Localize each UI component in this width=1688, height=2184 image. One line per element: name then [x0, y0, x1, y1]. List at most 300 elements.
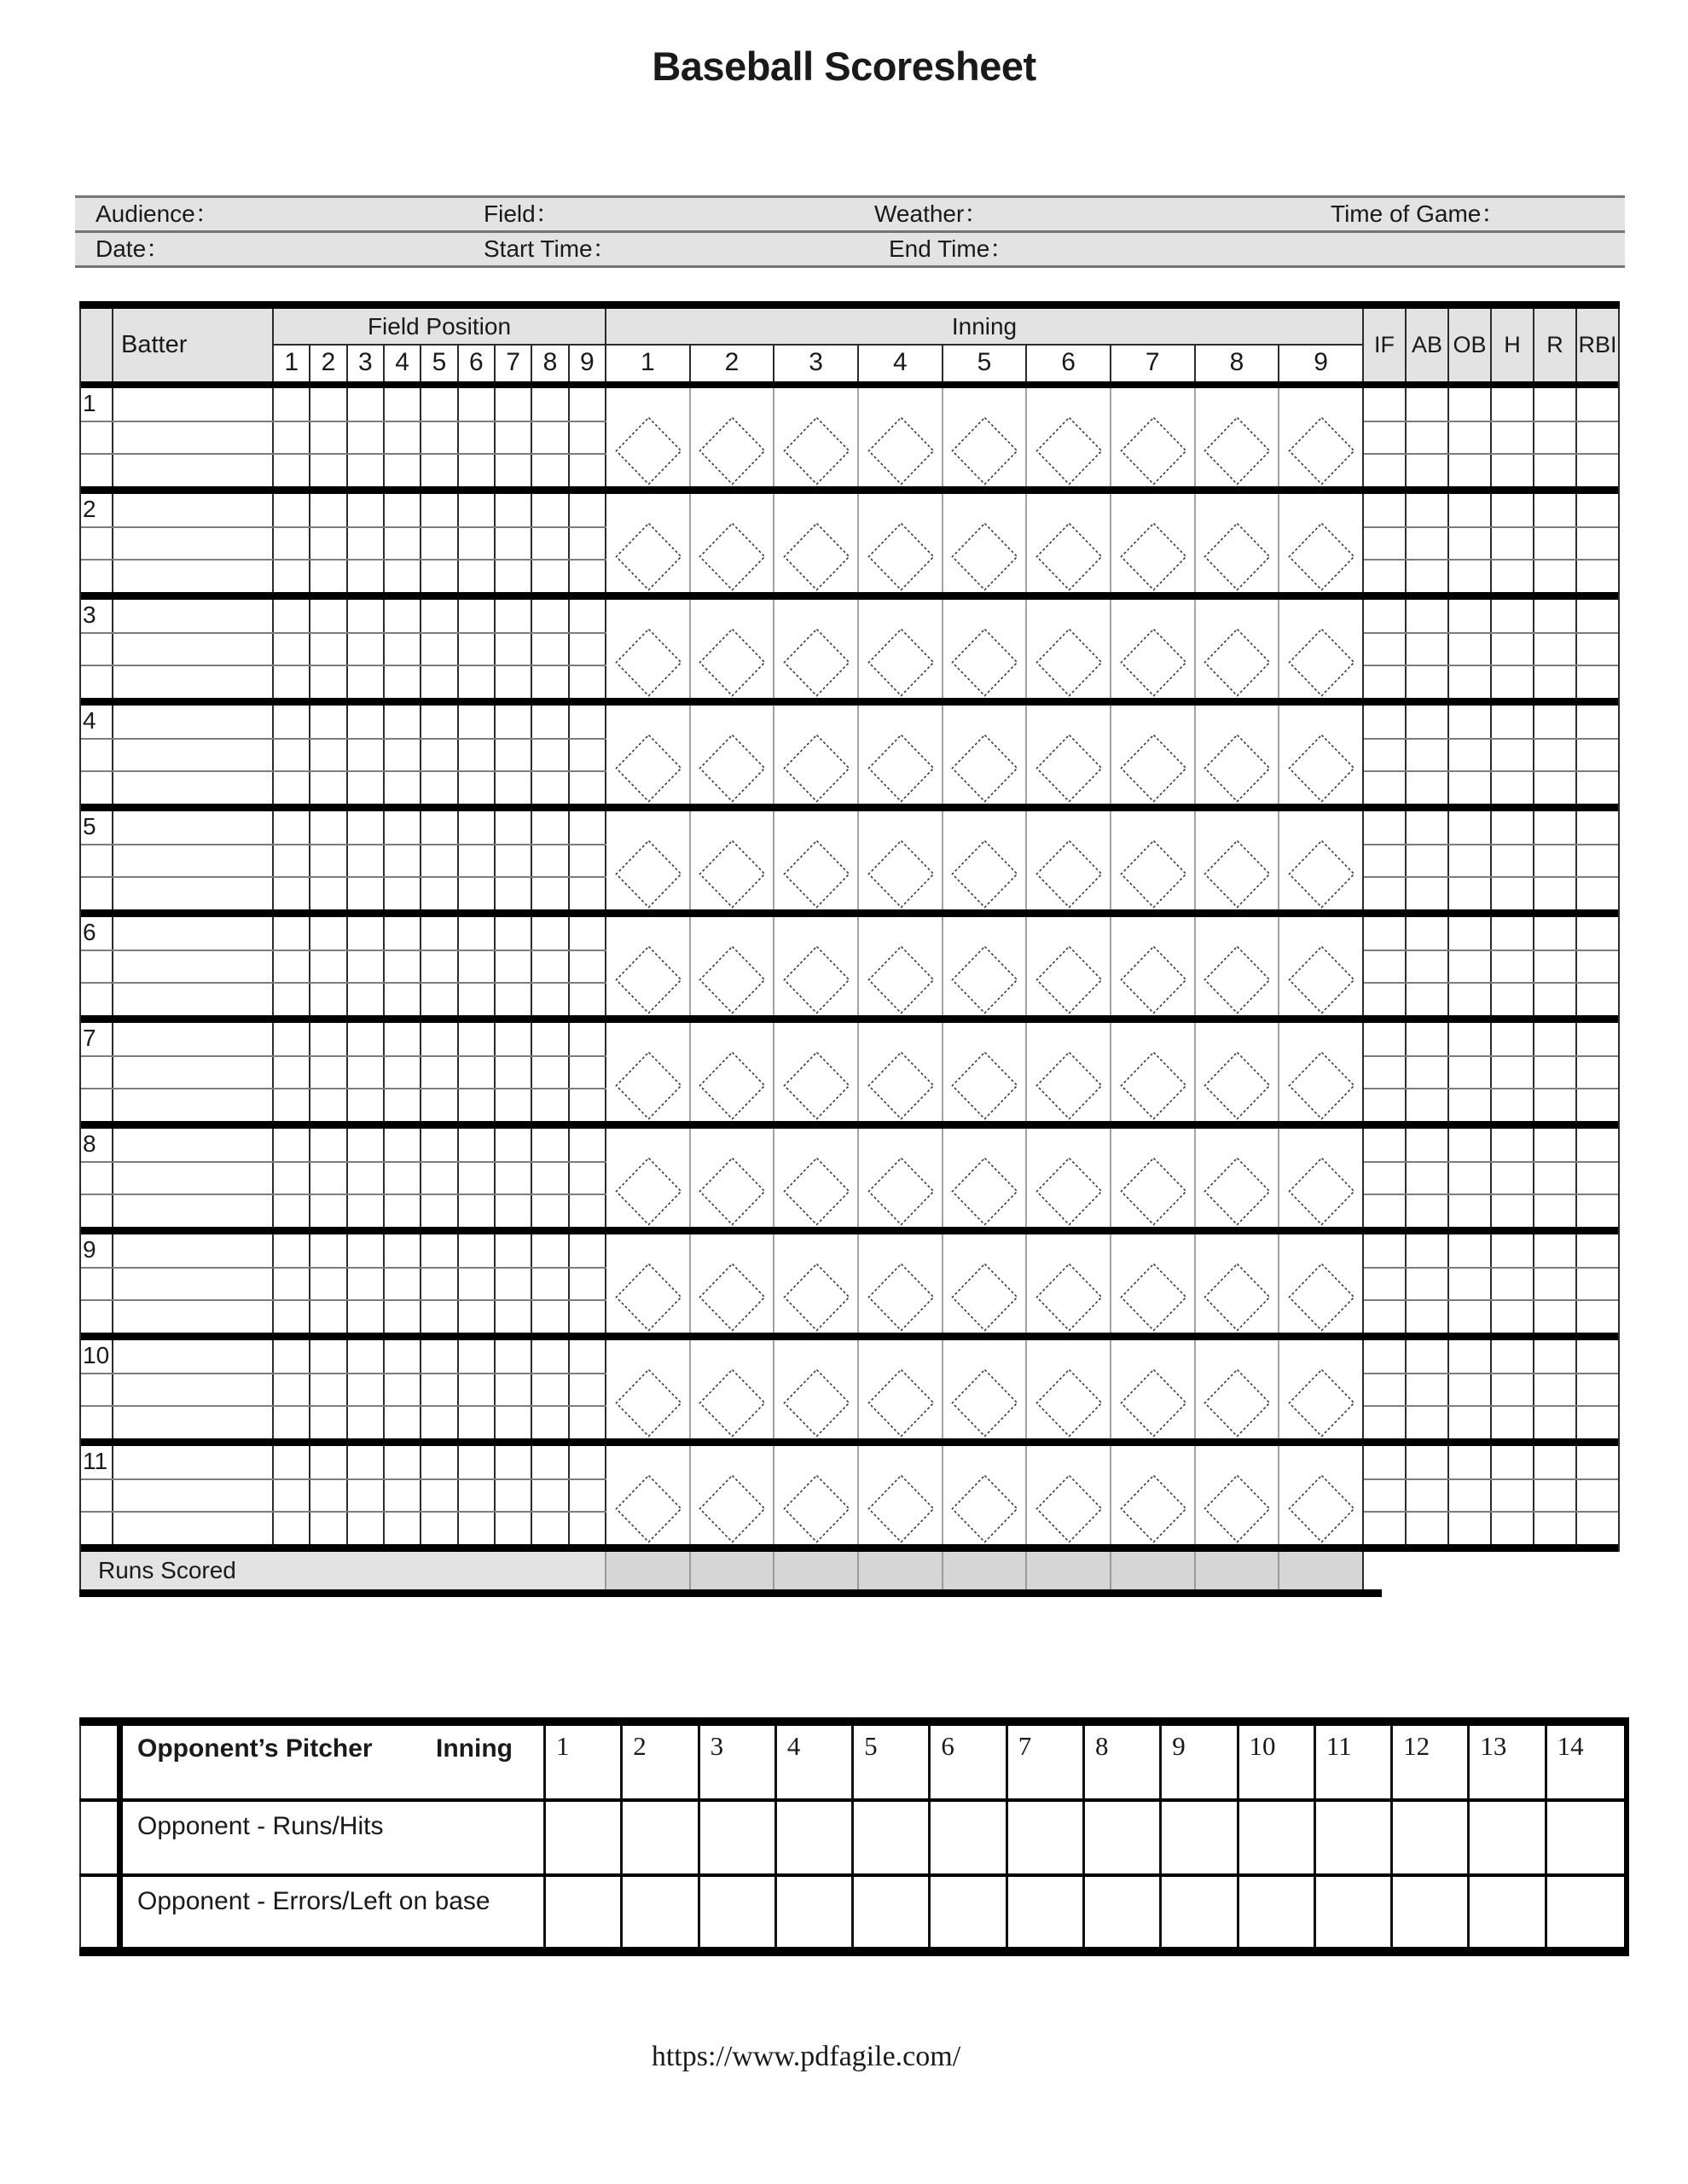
inning-scoring-cell[interactable]: [774, 1340, 859, 1438]
inning-scoring-cell[interactable]: [691, 1129, 775, 1227]
opponent-inning-cell[interactable]: [1393, 1802, 1470, 1873]
inning-scoring-cell[interactable]: [1111, 1129, 1196, 1227]
stat-cell-rbi[interactable]: [1577, 1023, 1620, 1121]
opponent-inning-cell[interactable]: [1547, 1802, 1624, 1873]
field-position-cell[interactable]: [570, 1129, 606, 1227]
stat-cell-ob[interactable]: [1449, 1446, 1492, 1544]
stat-cell-ab[interactable]: [1407, 388, 1449, 486]
field-position-cell[interactable]: [496, 1446, 532, 1544]
inning-scoring-cell[interactable]: [691, 388, 775, 486]
inning-scoring-cell[interactable]: [1279, 917, 1364, 1015]
inning-scoring-cell[interactable]: [859, 600, 943, 698]
opponent-inning-cell[interactable]: [1316, 1802, 1393, 1873]
batter-name-cell[interactable]: [113, 1340, 274, 1438]
stat-cell-rbi[interactable]: [1577, 494, 1620, 592]
field-position-cell[interactable]: [385, 388, 421, 486]
stat-cell-h[interactable]: [1492, 917, 1534, 1015]
inning-scoring-cell[interactable]: [606, 706, 691, 804]
stat-cell-ab[interactable]: [1407, 1023, 1449, 1121]
field-position-cell[interactable]: [532, 1023, 569, 1121]
inning-scoring-cell[interactable]: [1196, 388, 1280, 486]
field-position-cell[interactable]: [385, 1340, 421, 1438]
inning-scoring-cell[interactable]: [1111, 1234, 1196, 1333]
inning-scoring-cell[interactable]: [859, 917, 943, 1015]
field-position-cell[interactable]: [421, 1129, 458, 1227]
stat-cell-ob[interactable]: [1449, 388, 1492, 486]
stat-cell-if[interactable]: [1364, 1234, 1407, 1333]
field-position-cell[interactable]: [310, 600, 347, 698]
opponent-inning-cell[interactable]: [854, 1877, 931, 1947]
stat-cell-ob[interactable]: [1449, 917, 1492, 1015]
batter-name-cell[interactable]: [113, 1023, 274, 1121]
opponent-inning-cell[interactable]: [777, 1802, 854, 1873]
field-position-cell[interactable]: [570, 1340, 606, 1438]
field-position-cell[interactable]: [496, 1023, 532, 1121]
inning-scoring-cell[interactable]: [774, 1023, 859, 1121]
field-position-cell[interactable]: [348, 1446, 385, 1544]
stat-cell-rbi[interactable]: [1577, 1129, 1620, 1227]
field-position-cell[interactable]: [459, 388, 496, 486]
inning-scoring-cell[interactable]: [943, 494, 1028, 592]
stat-cell-rbi[interactable]: [1577, 811, 1620, 909]
field-position-cell[interactable]: [385, 1023, 421, 1121]
inning-scoring-cell[interactable]: [691, 1446, 775, 1544]
runs-scored-cell[interactable]: [1111, 1552, 1196, 1589]
stat-cell-h[interactable]: [1492, 1340, 1534, 1438]
inning-scoring-cell[interactable]: [859, 388, 943, 486]
inning-scoring-cell[interactable]: [1196, 706, 1280, 804]
field-position-cell[interactable]: [459, 494, 496, 592]
field-position-cell[interactable]: [570, 706, 606, 804]
stat-cell-ob[interactable]: [1449, 1023, 1492, 1121]
inning-scoring-cell[interactable]: [1196, 1129, 1280, 1227]
opponent-inning-cell[interactable]: [1393, 1877, 1470, 1947]
inning-scoring-cell[interactable]: [1027, 811, 1111, 909]
inning-scoring-cell[interactable]: [606, 1340, 691, 1438]
field-position-cell[interactable]: [496, 917, 532, 1015]
stat-cell-ob[interactable]: [1449, 811, 1492, 909]
inning-scoring-cell[interactable]: [1111, 388, 1196, 486]
inning-scoring-cell[interactable]: [774, 1446, 859, 1544]
stat-cell-r[interactable]: [1534, 706, 1577, 804]
stat-cell-r[interactable]: [1534, 600, 1577, 698]
field-position-cell[interactable]: [532, 1129, 569, 1227]
field-position-cell[interactable]: [421, 494, 458, 592]
field-position-cell[interactable]: [421, 1023, 458, 1121]
inning-scoring-cell[interactable]: [859, 706, 943, 804]
inning-scoring-cell[interactable]: [1279, 1023, 1364, 1121]
inning-scoring-cell[interactable]: [1027, 1023, 1111, 1121]
field-position-cell[interactable]: [459, 917, 496, 1015]
field-position-cell[interactable]: [310, 1446, 347, 1544]
field-position-cell[interactable]: [421, 811, 458, 909]
stat-cell-r[interactable]: [1534, 811, 1577, 909]
field-position-cell[interactable]: [421, 706, 458, 804]
inning-scoring-cell[interactable]: [606, 1023, 691, 1121]
inning-scoring-cell[interactable]: [691, 706, 775, 804]
inning-scoring-cell[interactable]: [606, 1234, 691, 1333]
stat-cell-h[interactable]: [1492, 600, 1534, 698]
stat-cell-h[interactable]: [1492, 1129, 1534, 1227]
inning-scoring-cell[interactable]: [774, 811, 859, 909]
opponent-inning-cell[interactable]: [854, 1802, 931, 1873]
batter-name-cell[interactable]: [113, 494, 274, 592]
inning-scoring-cell[interactable]: [1196, 600, 1280, 698]
field-position-cell[interactable]: [348, 1340, 385, 1438]
inning-scoring-cell[interactable]: [859, 811, 943, 909]
field-position-cell[interactable]: [310, 388, 347, 486]
inning-scoring-cell[interactable]: [691, 494, 775, 592]
inning-scoring-cell[interactable]: [1279, 388, 1364, 486]
inning-scoring-cell[interactable]: [1027, 1234, 1111, 1333]
stat-cell-if[interactable]: [1364, 600, 1407, 698]
field-position-cell[interactable]: [274, 1234, 310, 1333]
stat-cell-ob[interactable]: [1449, 1234, 1492, 1333]
inning-scoring-cell[interactable]: [943, 1446, 1028, 1544]
opponent-inning-cell[interactable]: [1085, 1877, 1162, 1947]
inning-scoring-cell[interactable]: [1279, 1234, 1364, 1333]
field-position-cell[interactable]: [421, 917, 458, 1015]
field-position-cell[interactable]: [385, 706, 421, 804]
inning-scoring-cell[interactable]: [859, 1446, 943, 1544]
inning-scoring-cell[interactable]: [1111, 494, 1196, 592]
stat-cell-h[interactable]: [1492, 388, 1534, 486]
opponent-inning-cell[interactable]: [1008, 1802, 1085, 1873]
opponent-inning-cell[interactable]: [546, 1802, 623, 1873]
field-position-cell[interactable]: [274, 1023, 310, 1121]
field-position-cell[interactable]: [348, 811, 385, 909]
inning-scoring-cell[interactable]: [606, 1446, 691, 1544]
inning-scoring-cell[interactable]: [943, 1023, 1028, 1121]
inning-scoring-cell[interactable]: [1111, 600, 1196, 698]
opponent-inning-cell[interactable]: [700, 1877, 777, 1947]
field-position-cell[interactable]: [570, 494, 606, 592]
runs-scored-cell[interactable]: [943, 1552, 1028, 1589]
opponent-inning-cell[interactable]: [1162, 1877, 1238, 1947]
stat-cell-rbi[interactable]: [1577, 706, 1620, 804]
inning-scoring-cell[interactable]: [859, 1234, 943, 1333]
field-position-cell[interactable]: [385, 811, 421, 909]
field-position-cell[interactable]: [348, 388, 385, 486]
field-position-cell[interactable]: [532, 706, 569, 804]
stat-cell-rbi[interactable]: [1577, 1446, 1620, 1544]
inning-scoring-cell[interactable]: [1279, 1340, 1364, 1438]
field-position-cell[interactable]: [532, 917, 569, 1015]
field-position-cell[interactable]: [532, 388, 569, 486]
inning-scoring-cell[interactable]: [1027, 1340, 1111, 1438]
field-position-cell[interactable]: [421, 388, 458, 486]
stat-cell-r[interactable]: [1534, 917, 1577, 1015]
field-position-cell[interactable]: [459, 811, 496, 909]
field-position-cell[interactable]: [570, 1234, 606, 1333]
stat-cell-if[interactable]: [1364, 1129, 1407, 1227]
field-position-cell[interactable]: [532, 811, 569, 909]
field-position-cell[interactable]: [385, 1446, 421, 1544]
inning-scoring-cell[interactable]: [1196, 1340, 1280, 1438]
inning-scoring-cell[interactable]: [691, 1234, 775, 1333]
stat-cell-h[interactable]: [1492, 494, 1534, 592]
stat-cell-ab[interactable]: [1407, 600, 1449, 698]
opponent-inning-cell[interactable]: [1162, 1802, 1238, 1873]
inning-scoring-cell[interactable]: [1111, 1340, 1196, 1438]
inning-scoring-cell[interactable]: [774, 494, 859, 592]
inning-scoring-cell[interactable]: [943, 1340, 1028, 1438]
inning-scoring-cell[interactable]: [943, 600, 1028, 698]
batter-name-cell[interactable]: [113, 811, 274, 909]
field-position-cell[interactable]: [532, 1234, 569, 1333]
inning-scoring-cell[interactable]: [943, 811, 1028, 909]
inning-scoring-cell[interactable]: [1027, 917, 1111, 1015]
inning-scoring-cell[interactable]: [943, 388, 1028, 486]
inning-scoring-cell[interactable]: [943, 706, 1028, 804]
field-position-cell[interactable]: [496, 811, 532, 909]
stat-cell-rbi[interactable]: [1577, 1340, 1620, 1438]
field-position-cell[interactable]: [274, 1340, 310, 1438]
field-position-cell[interactable]: [496, 494, 532, 592]
batter-name-cell[interactable]: [113, 1446, 274, 1544]
stat-cell-if[interactable]: [1364, 811, 1407, 909]
field-position-cell[interactable]: [532, 600, 569, 698]
inning-scoring-cell[interactable]: [1279, 706, 1364, 804]
inning-scoring-cell[interactable]: [606, 600, 691, 698]
inning-scoring-cell[interactable]: [1196, 1023, 1280, 1121]
inning-scoring-cell[interactable]: [1027, 494, 1111, 592]
opponent-inning-cell[interactable]: [1239, 1877, 1316, 1947]
runs-scored-cell[interactable]: [1279, 1552, 1364, 1589]
stat-cell-if[interactable]: [1364, 917, 1407, 1015]
opponent-inning-cell[interactable]: [1547, 1877, 1624, 1947]
stat-cell-ab[interactable]: [1407, 1234, 1449, 1333]
field-position-cell[interactable]: [459, 1234, 496, 1333]
stat-cell-ab[interactable]: [1407, 706, 1449, 804]
inning-scoring-cell[interactable]: [1027, 388, 1111, 486]
field-position-cell[interactable]: [274, 917, 310, 1015]
opponent-inning-cell[interactable]: [777, 1877, 854, 1947]
inning-scoring-cell[interactable]: [1111, 1446, 1196, 1544]
opponent-inning-cell[interactable]: [1239, 1802, 1316, 1873]
runs-scored-cell[interactable]: [859, 1552, 943, 1589]
inning-scoring-cell[interactable]: [774, 917, 859, 1015]
inning-scoring-cell[interactable]: [859, 1340, 943, 1438]
field-position-cell[interactable]: [496, 388, 532, 486]
stat-cell-ab[interactable]: [1407, 811, 1449, 909]
field-position-cell[interactable]: [532, 1340, 569, 1438]
field-position-cell[interactable]: [274, 600, 310, 698]
inning-scoring-cell[interactable]: [606, 917, 691, 1015]
inning-scoring-cell[interactable]: [774, 1234, 859, 1333]
inning-scoring-cell[interactable]: [774, 600, 859, 698]
field-position-cell[interactable]: [459, 1023, 496, 1121]
inning-scoring-cell[interactable]: [606, 811, 691, 909]
field-position-cell[interactable]: [385, 1234, 421, 1333]
field-position-cell[interactable]: [385, 600, 421, 698]
stat-cell-ob[interactable]: [1449, 706, 1492, 804]
field-position-cell[interactable]: [274, 1446, 310, 1544]
field-position-cell[interactable]: [459, 1340, 496, 1438]
stat-cell-h[interactable]: [1492, 1234, 1534, 1333]
field-position-cell[interactable]: [274, 1129, 310, 1227]
inning-scoring-cell[interactable]: [859, 1023, 943, 1121]
batter-name-cell[interactable]: [113, 388, 274, 486]
inning-scoring-cell[interactable]: [1279, 600, 1364, 698]
stat-cell-r[interactable]: [1534, 1446, 1577, 1544]
runs-scored-cell[interactable]: [774, 1552, 859, 1589]
field-position-cell[interactable]: [310, 917, 347, 1015]
inning-scoring-cell[interactable]: [943, 917, 1028, 1015]
field-position-cell[interactable]: [310, 1023, 347, 1121]
field-position-cell[interactable]: [532, 494, 569, 592]
stat-cell-if[interactable]: [1364, 1340, 1407, 1438]
inning-scoring-cell[interactable]: [859, 1129, 943, 1227]
field-position-cell[interactable]: [496, 1234, 532, 1333]
inning-scoring-cell[interactable]: [606, 494, 691, 592]
inning-scoring-cell[interactable]: [691, 1340, 775, 1438]
inning-scoring-cell[interactable]: [774, 1129, 859, 1227]
field-position-cell[interactable]: [459, 600, 496, 698]
batter-name-cell[interactable]: [113, 1234, 274, 1333]
field-position-cell[interactable]: [459, 1129, 496, 1227]
inning-scoring-cell[interactable]: [691, 811, 775, 909]
field-position-cell[interactable]: [385, 917, 421, 1015]
inning-scoring-cell[interactable]: [1027, 706, 1111, 804]
stat-cell-if[interactable]: [1364, 494, 1407, 592]
inning-scoring-cell[interactable]: [1279, 494, 1364, 592]
stat-cell-ab[interactable]: [1407, 494, 1449, 592]
field-position-cell[interactable]: [421, 600, 458, 698]
stat-cell-if[interactable]: [1364, 1023, 1407, 1121]
inning-scoring-cell[interactable]: [943, 1129, 1028, 1227]
opponent-inning-cell[interactable]: [546, 1877, 623, 1947]
inning-scoring-cell[interactable]: [774, 388, 859, 486]
field-position-cell[interactable]: [496, 706, 532, 804]
opponent-inning-cell[interactable]: [623, 1877, 699, 1947]
stat-cell-r[interactable]: [1534, 1023, 1577, 1121]
stat-cell-r[interactable]: [1534, 494, 1577, 592]
inning-scoring-cell[interactable]: [1196, 1234, 1280, 1333]
field-position-cell[interactable]: [459, 706, 496, 804]
batter-name-cell[interactable]: [113, 600, 274, 698]
field-position-cell[interactable]: [310, 811, 347, 909]
field-position-cell[interactable]: [496, 1340, 532, 1438]
field-position-cell[interactable]: [385, 494, 421, 592]
stat-cell-ob[interactable]: [1449, 1340, 1492, 1438]
field-position-cell[interactable]: [348, 706, 385, 804]
inning-scoring-cell[interactable]: [691, 600, 775, 698]
field-position-cell[interactable]: [570, 388, 606, 486]
inning-scoring-cell[interactable]: [943, 1234, 1028, 1333]
stat-cell-r[interactable]: [1534, 1234, 1577, 1333]
inning-scoring-cell[interactable]: [1279, 811, 1364, 909]
field-position-cell[interactable]: [385, 1129, 421, 1227]
stat-cell-r[interactable]: [1534, 1129, 1577, 1227]
field-position-cell[interactable]: [310, 1129, 347, 1227]
field-position-cell[interactable]: [421, 1340, 458, 1438]
inning-scoring-cell[interactable]: [1111, 706, 1196, 804]
inning-scoring-cell[interactable]: [1111, 917, 1196, 1015]
field-position-cell[interactable]: [570, 1446, 606, 1544]
field-position-cell[interactable]: [570, 1023, 606, 1121]
inning-scoring-cell[interactable]: [1196, 811, 1280, 909]
inning-scoring-cell[interactable]: [1027, 1129, 1111, 1227]
batter-name-cell[interactable]: [113, 706, 274, 804]
stat-cell-h[interactable]: [1492, 811, 1534, 909]
opponent-inning-cell[interactable]: [1470, 1802, 1546, 1873]
inning-scoring-cell[interactable]: [1027, 600, 1111, 698]
batter-name-cell[interactable]: [113, 1129, 274, 1227]
field-position-cell[interactable]: [348, 494, 385, 592]
batter-name-cell[interactable]: [113, 917, 274, 1015]
opponent-inning-cell[interactable]: [1008, 1877, 1085, 1947]
stat-cell-if[interactable]: [1364, 706, 1407, 804]
opponent-inning-cell[interactable]: [1316, 1877, 1393, 1947]
field-position-cell[interactable]: [274, 811, 310, 909]
field-position-cell[interactable]: [570, 811, 606, 909]
field-position-cell[interactable]: [348, 1234, 385, 1333]
stat-cell-h[interactable]: [1492, 706, 1534, 804]
field-position-cell[interactable]: [348, 1129, 385, 1227]
stat-cell-ab[interactable]: [1407, 1129, 1449, 1227]
inning-scoring-cell[interactable]: [1196, 1446, 1280, 1544]
runs-scored-cell[interactable]: [606, 1552, 691, 1589]
field-position-cell[interactable]: [274, 494, 310, 592]
field-position-cell[interactable]: [310, 1234, 347, 1333]
stat-cell-rbi[interactable]: [1577, 600, 1620, 698]
opponent-inning-cell[interactable]: [931, 1802, 1007, 1873]
stat-cell-rbi[interactable]: [1577, 917, 1620, 1015]
field-position-cell[interactable]: [532, 1446, 569, 1544]
stat-cell-r[interactable]: [1534, 1340, 1577, 1438]
field-position-cell[interactable]: [421, 1446, 458, 1544]
field-position-cell[interactable]: [348, 1023, 385, 1121]
inning-scoring-cell[interactable]: [1196, 494, 1280, 592]
field-position-cell[interactable]: [496, 1129, 532, 1227]
stat-cell-rbi[interactable]: [1577, 1234, 1620, 1333]
field-position-cell[interactable]: [310, 494, 347, 592]
field-position-cell[interactable]: [496, 600, 532, 698]
opponent-inning-cell[interactable]: [1085, 1802, 1162, 1873]
stat-cell-r[interactable]: [1534, 388, 1577, 486]
inning-scoring-cell[interactable]: [1111, 811, 1196, 909]
stat-cell-ab[interactable]: [1407, 917, 1449, 1015]
stat-cell-ob[interactable]: [1449, 600, 1492, 698]
inning-scoring-cell[interactable]: [774, 706, 859, 804]
opponent-inning-cell[interactable]: [700, 1802, 777, 1873]
runs-scored-cell[interactable]: [1196, 1552, 1280, 1589]
footer-link[interactable]: https://www.pdfagile.com/: [651, 2041, 961, 2072]
stat-cell-if[interactable]: [1364, 1446, 1407, 1544]
field-position-cell[interactable]: [421, 1234, 458, 1333]
field-position-cell[interactable]: [459, 1446, 496, 1544]
stat-cell-ab[interactable]: [1407, 1446, 1449, 1544]
opponent-inning-cell[interactable]: [1470, 1877, 1546, 1947]
stat-cell-ob[interactable]: [1449, 1129, 1492, 1227]
inning-scoring-cell[interactable]: [606, 1129, 691, 1227]
field-position-cell[interactable]: [274, 706, 310, 804]
inning-scoring-cell[interactable]: [1027, 1446, 1111, 1544]
field-position-cell[interactable]: [348, 600, 385, 698]
inning-scoring-cell[interactable]: [1279, 1129, 1364, 1227]
inning-scoring-cell[interactable]: [1111, 1023, 1196, 1121]
opponent-inning-cell[interactable]: [623, 1802, 699, 1873]
stat-cell-h[interactable]: [1492, 1446, 1534, 1544]
stat-cell-h[interactable]: [1492, 1023, 1534, 1121]
inning-scoring-cell[interactable]: [606, 388, 691, 486]
field-position-cell[interactable]: [570, 600, 606, 698]
runs-scored-cell[interactable]: [1027, 1552, 1111, 1589]
field-position-cell[interactable]: [310, 1340, 347, 1438]
stat-cell-if[interactable]: [1364, 388, 1407, 486]
inning-scoring-cell[interactable]: [691, 917, 775, 1015]
